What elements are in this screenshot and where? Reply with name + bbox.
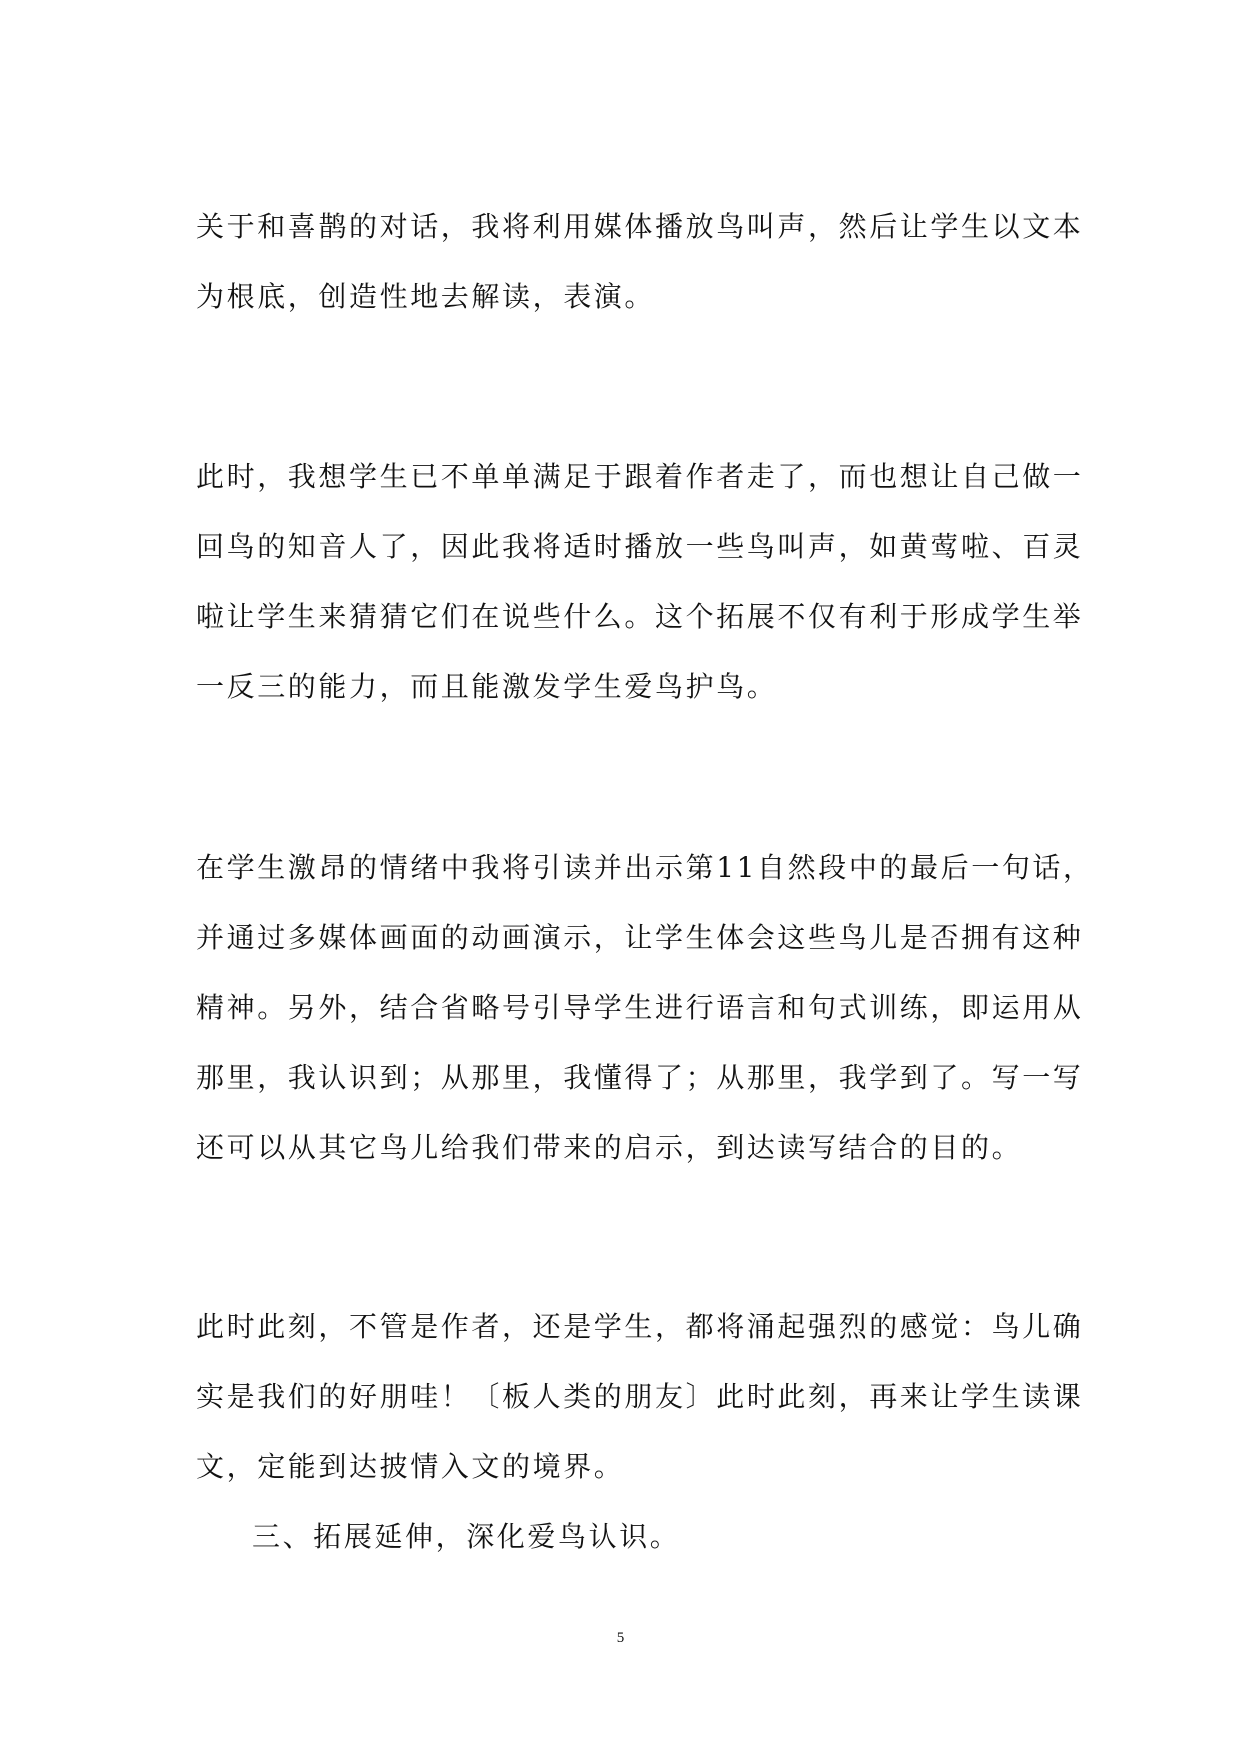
- paragraph-line: 此时，我想学生已不单单满足于跟着作者走了，而也想让自己做一: [196, 460, 1084, 493]
- paragraph-line: 在学生激昂的情绪中我将引读并出示第11自然段中的最后一句话，: [196, 851, 1094, 884]
- page-number: 5: [616, 1630, 625, 1646]
- paragraph-line: 文，定能到达披情入文的境界。: [196, 1450, 625, 1483]
- paragraph-line: 此时此刻，不管是作者，还是学生，都将涌起强烈的感觉：鸟儿确: [196, 1310, 1084, 1343]
- paragraph-line: 回鸟的知音人了，因此我将适时播放一些鸟叫声，如黄莺啦、百灵: [196, 530, 1084, 563]
- paragraph-line: 那里，我认识到；从那里，我懂得了；从那里，我学到了。写一写: [196, 1061, 1084, 1094]
- paragraph-line: 一反三的能力，而且能激发学生爱鸟护鸟。: [196, 670, 778, 703]
- section-heading: 三、拓展延伸，深化爱鸟认识。: [252, 1520, 681, 1553]
- paragraph-line: 并通过多媒体画面的动画演示，让学生体会这些鸟儿是否拥有这种: [196, 921, 1084, 954]
- paragraph-line: 还可以从其它鸟儿给我们带来的启示，到达读写结合的目的。: [196, 1131, 1023, 1164]
- paragraph-line: 关于和喜鹊的对话，我将利用媒体播放鸟叫声，然后让学生以文本: [196, 210, 1084, 243]
- paragraph-line: 实是我们的好朋哇！〔板人类的朋友〕此时此刻，再来让学生读课: [196, 1380, 1084, 1413]
- paragraph-line: 啦让学生来猜猜它们在说些什么。这个拓展不仅有利于形成学生举: [196, 600, 1084, 633]
- paragraph-line: 为根底，创造性地去解读，表演。: [196, 280, 656, 313]
- paragraph-line: 精神。另外，结合省略号引导学生进行语言和句式训练，即运用从: [196, 991, 1084, 1024]
